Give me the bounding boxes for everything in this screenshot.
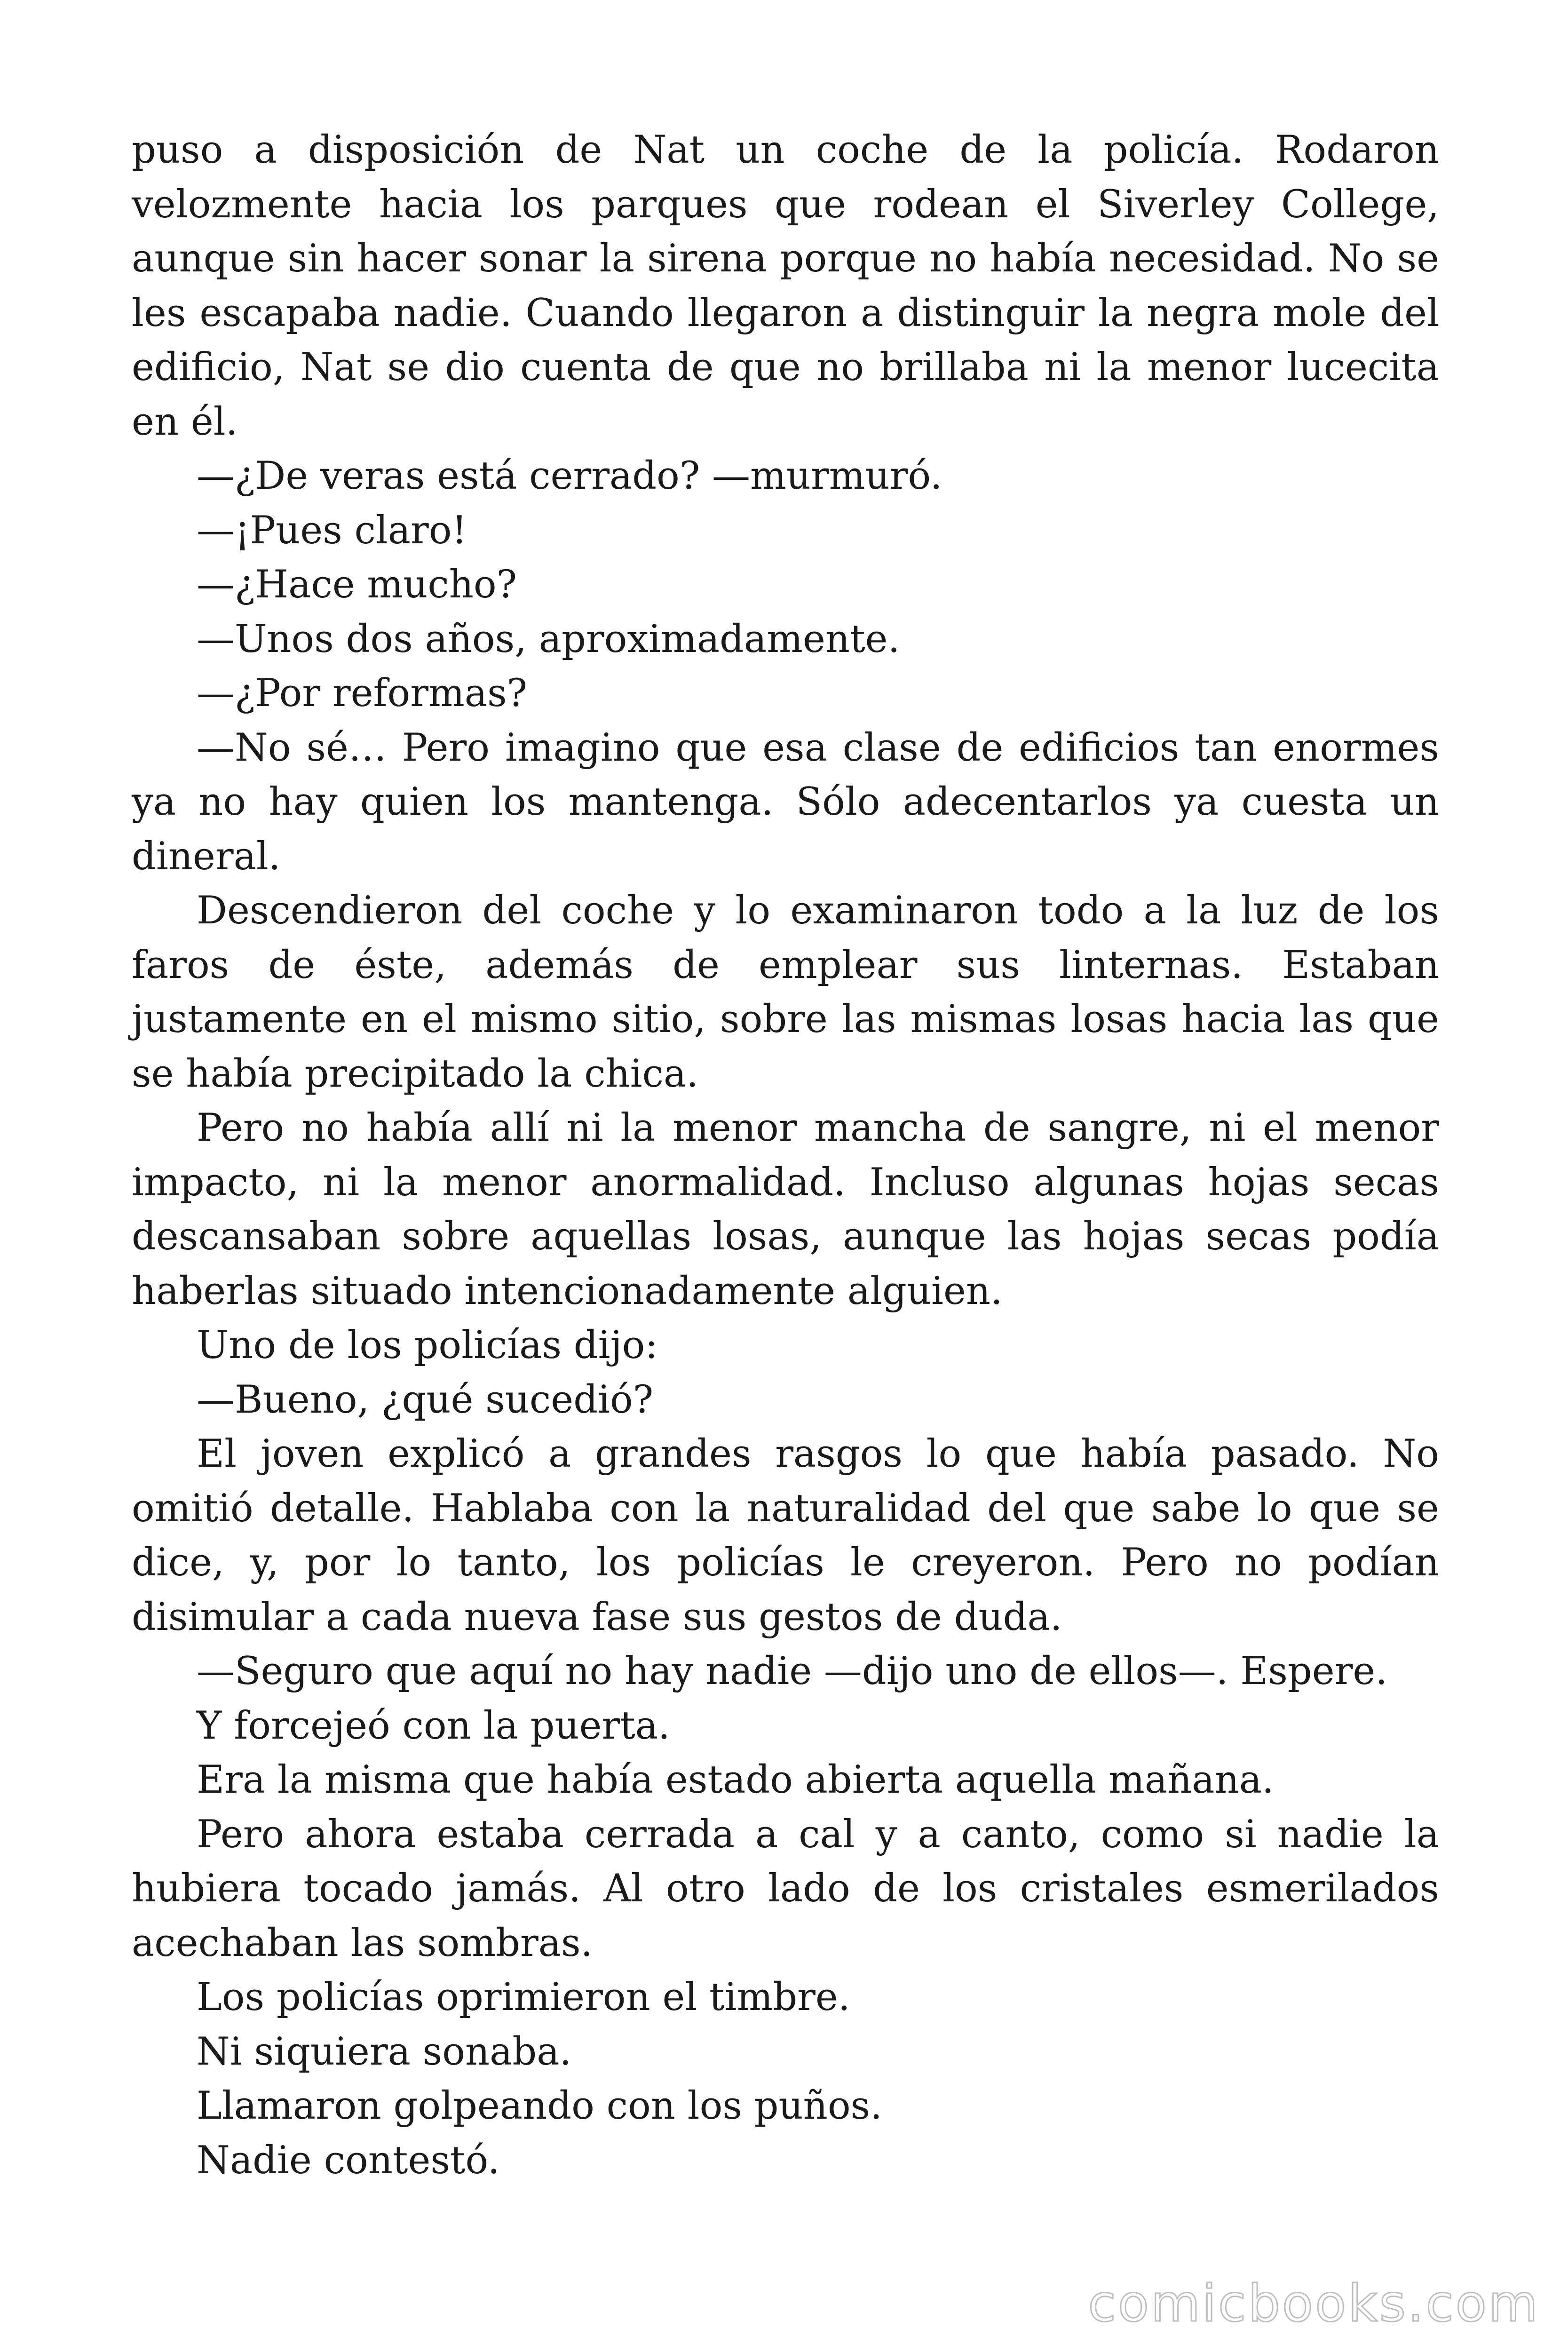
paragraph-18: Ni siquiera sonaba. [197,2029,572,2074]
paragraph-2: —¿De veras está cerrado? —murmuró. [197,454,942,498]
paragraph-9: Pero no había allí ni la menor mancha de sangre, ni el menor impacto, ni la menor anormalidad. Incluso algunas hojas secas descansaban sobre aquellas losas, aunque las hojas secas podía haberlas situado intencionadamente alguien. [132,1106,1439,1313]
paragraph-1: puso a disposición de Nat un coche de la policía. Rodaron velozmente hacia los parques que rodean el Siverley College, aunque sin hacer sonar la sirena porque no había necesidad. No se les escapaba nadie. Cuando llegaron a distinguir la negra mole del edificio, Nat se dio cuenta de que no brillaba ni la menor lucecita en él. [132,128,1439,444]
watermark: comicbooks.com [1088,2274,1540,2333]
paragraph-4: —¿Hace mucho? [197,563,517,607]
paragraph-11: —Bueno, ¿qué sucedió? [197,1377,654,1422]
paragraph-5: —Unos dos años, aproximadamente. [197,617,900,661]
paragraph-19: Llamaron golpeando con los puños. [197,2084,882,2128]
paragraph-20: Nadie contestó. [197,2138,500,2183]
paragraph-14: Y forcejeó con la puerta. [197,1703,670,1748]
paragraph-8: Descendieron del coche y lo examinaron todo a la luz de los faros de éste, además de emplear sus linternas. Estaban justamente en el mismo sitio, sobre las mismas losas hacia las que se había precipitado la chica. [132,889,1439,1096]
paragraph-12: El joven explicó a grandes rasgos lo que había pasado. No omitió detalle. Hablaba con la naturalidad del que sabe lo que se dice, y, por lo tanto, los policías le creyeron. Pero no podían disimular a cada nueva fase sus gestos de duda. [132,1432,1439,1639]
paragraph-6: —¿Por reformas? [197,671,528,715]
paragraph-15: Era la misma que había estado abierta aquella mañana. [197,1758,1274,1802]
paragraph-10: Uno de los policías dijo: [197,1323,658,1367]
paragraph-3: —¡Pues claro! [197,508,467,553]
paragraph-16: Pero ahora estaba cerrada a cal y a canto, como si nadie la hubiera tocado jamás. Al otro lado de los cristales esmerilados acechaban las sombras. [132,1812,1439,1965]
paragraph-17: Los policías oprimieron el timbre. [197,1975,850,2019]
body-text [132,123,1439,2188]
paragraph-7: —No sé… Pero imagino que esa clase de edificios tan enormes ya no hay quien los mantenga. Sólo adecentarlos ya cuesta un dineral. [132,725,1439,879]
paragraph-13: —Seguro que aquí no hay nadie —dijo uno de ellos—. Espere. [197,1649,1388,1693]
